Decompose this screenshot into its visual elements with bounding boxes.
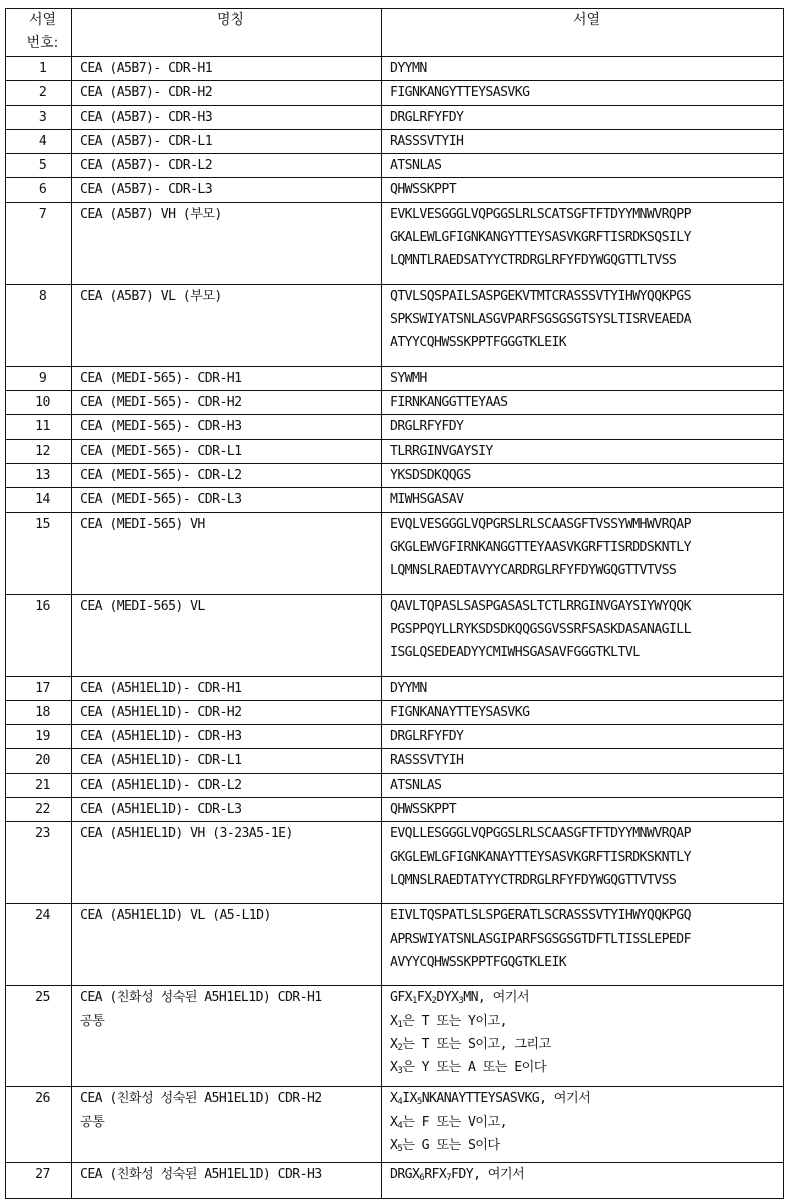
name-line: CEA (A5H1EL1D)- CDR-H2 [80, 704, 242, 720]
table-row [6, 105, 784, 129]
sequence-cell [382, 81, 784, 105]
table-row [6, 512, 784, 594]
name-line: CEA (A5H1EL1D)- CDR-H1 [80, 680, 242, 696]
name-cell [72, 284, 382, 366]
header-number-line1: 서열 [28, 12, 57, 28]
sequence-text: X [390, 1091, 398, 1107]
sequence-cell [382, 284, 784, 366]
name-line: CEA (A5B7)- CDR-H3 [80, 109, 213, 125]
sequence-line: DYYMN [390, 680, 427, 696]
sequence-line [390, 1087, 783, 1110]
sequence-cell [382, 1087, 784, 1163]
sequence-number-cell: 24 [6, 904, 72, 986]
sequence-cell [382, 366, 784, 390]
name-cell [72, 773, 382, 797]
name-cell [72, 676, 382, 700]
name-cell [72, 1163, 382, 1199]
sequence-number-cell: 20 [6, 749, 72, 773]
sequence-cell [382, 676, 784, 700]
table-header-row [6, 9, 784, 57]
sequence-line: MIWHSGASAV [390, 492, 464, 508]
sequence-number-cell: 26 [6, 1087, 72, 1163]
name-cell [72, 129, 382, 153]
name-line: CEA (A5H1EL1D) VL (A5-L1D) [80, 908, 271, 924]
header-name: 명칭 [72, 9, 382, 57]
name-line: CEA (A5B7)- CDR-L2 [80, 158, 213, 174]
table-row [6, 415, 784, 439]
sequence-line [390, 1111, 783, 1134]
sequence-line: LQMNSLRAEDTAVYYCARDRGLRFYFDYWGQGTTVTVSS [390, 563, 677, 579]
sequence-number-cell: 3 [6, 105, 72, 129]
name-cell [72, 178, 382, 202]
name-line: CEA (MEDI-565)- CDR-H2 [80, 395, 242, 411]
name-line: CEA (친화성 성숙된 A5H1EL1D) CDR-H3 [80, 1167, 322, 1183]
sequence-number-cell: 6 [6, 178, 72, 202]
sequence-number-cell: 27 [6, 1163, 72, 1199]
table-row [6, 488, 784, 512]
sequence-line: DRGLRFYFDY [390, 729, 464, 745]
sequence-line: GKGLEWVGFIRNKANGGTTEYAASVKGRFTISRDDSKNTLY [390, 539, 691, 555]
name-cell [72, 725, 382, 749]
subscript: 3 [397, 1066, 403, 1077]
sequence-number-cell: 23 [6, 822, 72, 904]
sequence-text: MN, 여기서 [463, 990, 530, 1006]
subscript: 7 [446, 1173, 452, 1184]
name-line: CEA (친화성 성숙된 A5H1EL1D) CDR-H1 [80, 990, 322, 1006]
name-cell [72, 798, 382, 822]
name-line: CEA (MEDI-565)- CDR-L1 [80, 443, 242, 459]
sequence-cell [382, 904, 784, 986]
table-row [6, 1163, 784, 1199]
sequence-number-cell: 25 [6, 986, 72, 1087]
name-line: CEA (A5B7) VH (부모) [80, 206, 222, 222]
sequence-number-cell: 17 [6, 676, 72, 700]
sequence-cell [382, 700, 784, 724]
subscript: 6 [419, 1173, 425, 1184]
table-body [6, 57, 784, 1199]
sequence-text: 은 Y 또는 A 또는 E이다 [402, 1060, 546, 1076]
sequence-number-cell: 15 [6, 512, 72, 594]
sequence-cell [382, 463, 784, 487]
sequence-text: 는 G 또는 S이다 [402, 1137, 500, 1153]
sequence-line: AVYYCQHWSSKPPTFGQGTKLEIK [390, 954, 567, 970]
sequence-line: QHWSSKPPT [390, 182, 457, 198]
name-cell [72, 986, 382, 1087]
name-line: CEA (MEDI-565) VL [80, 598, 205, 614]
subscript: 3 [458, 996, 464, 1007]
name-cell [72, 439, 382, 463]
table-row [6, 798, 784, 822]
sequence-number-cell: 18 [6, 700, 72, 724]
table-row [6, 986, 784, 1087]
sequence-number-cell: 4 [6, 129, 72, 153]
sequence-line: RASSSVTYIH [390, 753, 464, 769]
name-cell [72, 463, 382, 487]
table-row [6, 463, 784, 487]
table-row [6, 725, 784, 749]
table-row [6, 81, 784, 105]
sequence-line [390, 1033, 783, 1056]
sequence-cell [382, 725, 784, 749]
sequence-line: GKALEWLGFIGNKANGYTTEYSASVKGRFTISRDKSQSILY [390, 230, 691, 246]
sequence-cell [382, 773, 784, 797]
sequence-line: RASSSVTYIH [390, 133, 464, 149]
table-row [6, 366, 784, 390]
sequence-text: IX [402, 1091, 417, 1107]
sequence-cell [382, 822, 784, 904]
sequence-text: RFX [424, 1167, 447, 1183]
sequence-text: 는 T 또는 S이고, 그리고 [402, 1036, 551, 1052]
name-line: CEA (A5B7)- CDR-H2 [80, 85, 213, 101]
sequence-line: EIVLTQSPATLSLSPGERATLSCRASSSVTYIHWYQQKPGQ [390, 908, 691, 924]
sequence-line: FIGNKANAYTTEYSASVKG [390, 704, 530, 720]
sequence-cell [382, 105, 784, 129]
sequence-text: NKANAYTTEYSASVKG, 여기서 [421, 1091, 591, 1107]
subscript: 4 [397, 1120, 403, 1131]
table-row [6, 749, 784, 773]
header-sequence: 서열 [382, 9, 784, 57]
sequence-line [390, 986, 783, 1009]
sequence-text: FDY, 여기서 [451, 1167, 525, 1183]
table-row [6, 154, 784, 178]
sequence-line [390, 1163, 783, 1186]
sequence-text: GFX [390, 990, 413, 1006]
table-row [6, 904, 784, 986]
sequence-cell [382, 986, 784, 1087]
sequence-number-cell: 10 [6, 391, 72, 415]
table-row [6, 202, 784, 284]
name-cell [72, 822, 382, 904]
name-cell [72, 154, 382, 178]
sequence-cell [382, 594, 784, 676]
name-line: CEA (A5H1EL1D)- CDR-L2 [80, 777, 242, 793]
subscript: 2 [431, 996, 437, 1007]
name-line: CEA (MEDI-565)- CDR-H3 [80, 419, 242, 435]
sequence-table [5, 8, 784, 1199]
sequence-cell [382, 202, 784, 284]
sequence-number-cell: 8 [6, 284, 72, 366]
sequence-line: DRGLRFYFDY [390, 109, 464, 125]
sequence-cell [382, 798, 784, 822]
sequence-number-cell: 13 [6, 463, 72, 487]
sequence-line: QHWSSKPPT [390, 802, 457, 818]
name-line: CEA (MEDI-565)- CDR-H1 [80, 370, 242, 386]
sequence-text: X [390, 1036, 398, 1052]
sequence-number-cell: 22 [6, 798, 72, 822]
subscript: 1 [412, 996, 417, 1007]
name-line: CEA (A5H1EL1D)- CDR-L3 [80, 802, 242, 818]
sequence-number-cell: 21 [6, 773, 72, 797]
name-line: CEA (친화성 성숙된 A5H1EL1D) CDR-H2 [80, 1091, 322, 1107]
name-cell [72, 700, 382, 724]
name-cell [72, 81, 382, 105]
table-row [6, 439, 784, 463]
sequence-number-cell: 2 [6, 81, 72, 105]
name-line: CEA (MEDI-565) VH [80, 516, 205, 532]
sequence-number-cell: 7 [6, 202, 72, 284]
name-cell [72, 57, 382, 81]
name-line: 공통 [80, 1114, 105, 1130]
sequence-line: EVQLLESGGGLVQPGGSLRLSCAASGFTFTDYYMNWVRQAP [390, 826, 691, 842]
table-row [6, 594, 784, 676]
name-line: CEA (A5H1EL1D)- CDR-L1 [80, 753, 242, 769]
name-cell [72, 512, 382, 594]
name-cell [72, 749, 382, 773]
name-cell [72, 415, 382, 439]
sequence-line: TLRRGINVGAYSIY [390, 443, 493, 459]
sequence-line: DYYMN [390, 61, 427, 76]
name-cell [72, 202, 382, 284]
name-line: CEA (A5B7)- CDR-L3 [80, 182, 213, 198]
sequence-cell [382, 57, 784, 81]
name-line: CEA (A5B7)- CDR-H1 [80, 61, 213, 76]
sequence-cell [382, 391, 784, 415]
sequence-line: LQMNTLRAEDSATYYCTRDRGLRFYFDYWGQGTTLTVSS [390, 253, 677, 269]
sequence-cell [382, 439, 784, 463]
sequence-line: APRSWIYATSNLASGIPARFSGSGSGTDFTLTISSLEPEDF [390, 931, 691, 947]
sequence-cell [382, 749, 784, 773]
sequence-line: ATSNLAS [390, 158, 442, 174]
sequence-number-cell: 12 [6, 439, 72, 463]
sequence-number-cell: 14 [6, 488, 72, 512]
sequence-text: 는 F 또는 V이고, [402, 1114, 507, 1130]
sequence-cell [382, 1163, 784, 1199]
sequence-line: PGSPPQYLLRYKSDSDKQQGSGVSSRFSASKDASANAGILL [390, 621, 691, 637]
table-row [6, 391, 784, 415]
sequence-number-cell: 1 [6, 57, 72, 81]
subscript: 5 [416, 1097, 422, 1108]
sequence-text: DRGX [390, 1167, 420, 1183]
name-cell [72, 105, 382, 129]
table-row [6, 129, 784, 153]
sequence-text: 은 T 또는 Y이고, [402, 1013, 507, 1029]
name-line: CEA (A5H1EL1D) VH (3-23A5-1E) [80, 826, 293, 842]
subscript: 4 [397, 1097, 403, 1108]
sequence-line [390, 1010, 783, 1033]
subscript: 5 [397, 1143, 403, 1154]
sequence-cell [382, 154, 784, 178]
header-number-line2: 번호: [26, 35, 59, 52]
name-cell [72, 1087, 382, 1163]
sequence-line: SYWMH [390, 370, 427, 386]
sequence-number-cell: 19 [6, 725, 72, 749]
name-line: CEA (A5B7) VL (부모) [80, 288, 222, 304]
sequence-number-cell: 16 [6, 594, 72, 676]
sequence-text: X [390, 1060, 398, 1076]
name-cell [72, 488, 382, 512]
sequence-text: X [390, 1137, 398, 1153]
sequence-cell [382, 488, 784, 512]
sequence-cell [382, 178, 784, 202]
table-row [6, 178, 784, 202]
sequence-line: FIGNKANGYTTEYSASVKG [390, 85, 530, 101]
subscript: 2 [397, 1042, 403, 1053]
table-row [6, 700, 784, 724]
name-line: CEA (MEDI-565)- CDR-L2 [80, 467, 242, 483]
sequence-text: X [390, 1013, 398, 1029]
name-cell [72, 904, 382, 986]
subscript: 1 [397, 1019, 403, 1030]
sequence-line: LQMNSLRAEDTATYYCTRDRGLRFYFDYWGQGTTVTVSS [390, 872, 677, 888]
name-line: CEA (A5B7)- CDR-L1 [80, 133, 213, 149]
sequence-line: ATSNLAS [390, 777, 442, 793]
sequence-line: YKSDSDKQQGS [390, 467, 471, 483]
table-row [6, 284, 784, 366]
table-row [6, 676, 784, 700]
sequence-line: SPKSWIYATSNLASGVPARFSGSGSGTSYSLTISRVEAEDA [390, 312, 691, 328]
sequence-line: DRGLRFYFDY [390, 419, 464, 435]
sequence-line: QAVLTQPASLSASPGASASLTCTLRRGINVGAYSIYWYQQK [390, 598, 691, 614]
sequence-line: ISGLQSEDEADYYCMIWHSGASAVFGGGTKLTVL [390, 645, 640, 661]
sequence-line: EVKLVESGGGLVQPGGSLRLSCATSGFTFTDYYMNWVRQPP [390, 206, 691, 222]
sequence-number-cell: 5 [6, 154, 72, 178]
sequence-text: X [390, 1114, 398, 1130]
sequence-number-cell: 11 [6, 415, 72, 439]
sequence-text: DYX [436, 990, 459, 1006]
sequence-number-cell: 9 [6, 366, 72, 390]
name-line: CEA (MEDI-565)- CDR-L3 [80, 492, 242, 508]
name-cell [72, 594, 382, 676]
sequence-text: FX [416, 990, 432, 1006]
name-cell [72, 366, 382, 390]
sequence-line [390, 1056, 783, 1079]
table-row [6, 822, 784, 904]
sequence-cell [382, 129, 784, 153]
sequence-cell [382, 512, 784, 594]
sequence-line [390, 1134, 783, 1157]
sequence-line: GKGLEWLGFIGNKANAYTTEYSASVKGRFTISRDKSKNTLY [390, 849, 691, 865]
name-cell [72, 391, 382, 415]
sequence-line: EVQLVESGGGLVQPGRSLRLSCAASGFTVSSYWMHWVRQAP [390, 516, 691, 532]
table-row [6, 57, 784, 81]
header-sequence-number [6, 9, 72, 57]
name-line: 공통 [80, 1013, 105, 1029]
sequence-line: ATYYCQHWSSKPPTFGGGTKLEIK [390, 335, 567, 351]
sequence-cell [382, 415, 784, 439]
table-row [6, 773, 784, 797]
sequence-line: QTVLSQSPAILSASPGEKVTMTCRASSSVTYIHWYQQKPGS [390, 288, 691, 304]
sequence-line: FIRNKANGGTTEYAAS [390, 395, 508, 411]
name-line: CEA (A5H1EL1D)- CDR-H3 [80, 729, 242, 745]
table-row [6, 1087, 784, 1163]
